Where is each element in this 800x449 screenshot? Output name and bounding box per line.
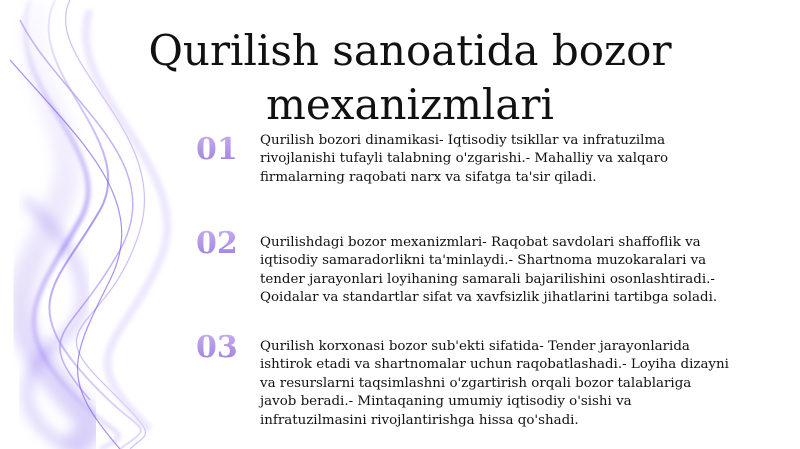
item-number: 02: [196, 226, 248, 262]
item-text: Qurilish korxonasi bozor sub'ekti sifatida- Tender jarayonlarida ishtirok etadi va shartnomalar uchun raqobatlashadi.- Loyiha dizayni va resurslarni taqsimlashni o'zgartirish orqali bozor talablariga javob beradi.- Mintaqaning umumiy iqtisodiy o'sishi va infratuzilmasini rivojlantirishga hissa qo'shadi.: [260, 339, 729, 428]
item-text: Qurilish bozori dinamikasi- Iqtisodiy tsikllar va infratuzilma rivojlanishi tufayli talabning o'zgarishi.- Mahalliy va xalqaro firmalarning raqobati narx va sifatga ta'sir qiladi.: [260, 133, 669, 185]
item-text: Qurilishdagi bozor mexanizmlari- Raqobat savdolari shaffoflik va iqtisodiy samaradorlikni ta'minlaydi.- Shartnoma muzokaralari va tender jarayonlari loyihaning samarali bajarilishini osonlashtiradi.- Qoidalar va standartlar sifat va xavfsizlik jihatlarini tartibga soladi.: [260, 235, 718, 306]
item-number: 01: [196, 132, 248, 168]
item-number: 03: [196, 330, 248, 366]
slide-title: Qurilish sanoatida bozor mexanizmlari: [148, 26, 672, 129]
